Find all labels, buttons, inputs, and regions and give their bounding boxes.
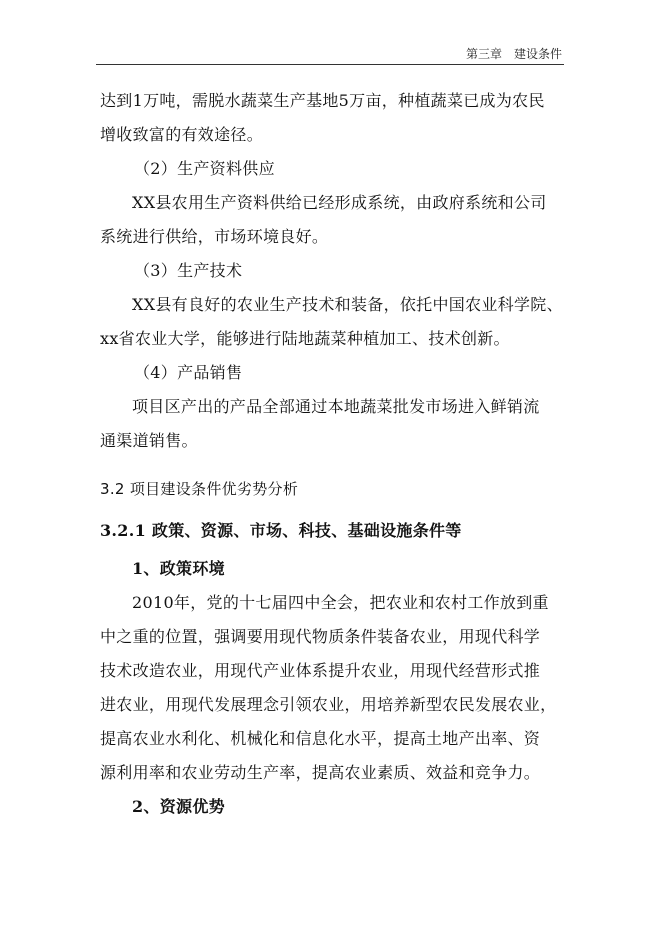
subheading-production-technology: （3）生产技术	[134, 261, 243, 280]
paragraph-line: 进农业，用现代发展理念引领农业，用培养新型农民发展农业，	[100, 695, 557, 714]
paragraph-line: 通渠道销售。	[100, 431, 198, 450]
chapter-title: 第三章 建设条件	[465, 47, 562, 61]
paragraph-line: 中之重的位置，强调要用现代物质条件装备农业，用现代科学	[100, 627, 541, 646]
page-header	[96, 46, 564, 65]
paragraph-line: 技术改造农业，用现代产业体系提升农业，用现代经营形式推	[100, 661, 541, 680]
section-heading-3-2: 3.2 项目建设条件优劣势分析	[100, 480, 299, 498]
paragraph-line: 项目区产出的产品全部通过本地蔬菜批发市场进入鲜销流	[132, 397, 540, 416]
paragraph-line: XX县农用生产资料供给已经形成系统，由政府系统和公司	[132, 193, 547, 212]
paragraph-line: 达到1万吨，需脱水蔬菜生产基地5万亩，种植蔬菜已成为农民	[100, 91, 545, 110]
paragraph-line: XX县有良好的农业生产技术和装备，依托中国农业科学院、	[132, 295, 563, 314]
paragraph-line: 系统进行供给，市场环境良好。	[100, 227, 329, 246]
point-heading-policy: 1、政策环境	[132, 559, 225, 578]
paragraph-line: xx省农业大学，能够进行陆地蔬菜种植加工、技术创新。	[100, 329, 510, 348]
section-heading-3-2-1: 3.2.1 政策、资源、市场、科技、基础设施条件等	[100, 521, 462, 540]
document-body	[100, 84, 562, 824]
point-heading-resources: 2、资源优势	[132, 797, 225, 816]
paragraph-line: 增收致富的有效途径。	[100, 125, 264, 144]
paragraph-line: 2010年，党的十七届四中全会，把农业和农村工作放到重	[132, 593, 549, 612]
paragraph-line: 提高农业水利化、机械化和信息化水平，提高土地产出率、资	[100, 729, 541, 748]
paragraph-line: 源利用率和农业劳动生产率，提高农业素质、效益和竞争力。	[100, 763, 541, 782]
subheading-product-sales: （4）产品销售	[134, 363, 243, 382]
subheading-production-materials: （2）生产资料供应	[134, 159, 275, 178]
